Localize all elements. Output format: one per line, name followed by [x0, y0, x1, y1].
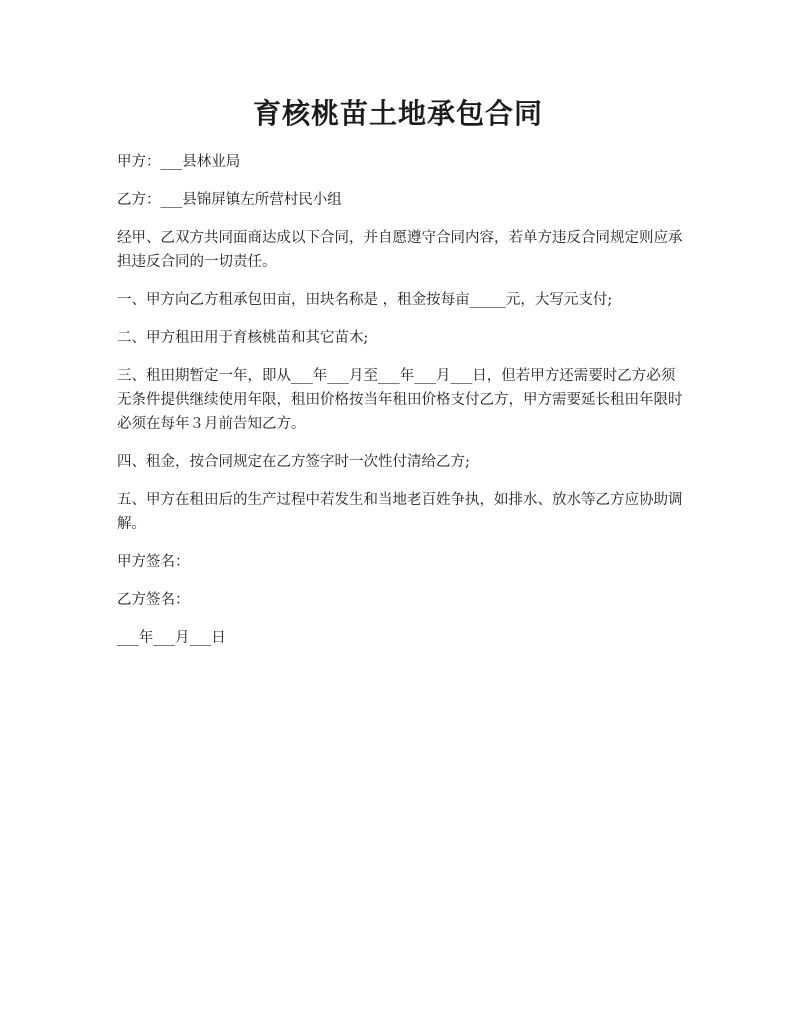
- party-a-signature: 甲方签名：: [117, 554, 190, 570]
- party-a-line: 甲方：___县林业局: [117, 154, 241, 170]
- document-title: 育核桃苗土地承包合同: [252, 97, 543, 130]
- intro-paragraph: 经甲、乙双方共同面商达成以下合同，并自愿遵守合同内容，若单方违反合同规定则应承担违反合同的一切责任。: [117, 230, 683, 270]
- clause-1: 一、甲方向乙方租承包田亩，田块名称是 ，租金按每亩_____元，大写元支付;: [117, 292, 613, 308]
- date-line: ___年___月___日: [117, 630, 226, 646]
- party-b-signature: 乙方签名：: [117, 592, 190, 608]
- document-body: [117, 150, 683, 664]
- clause-3: 三、租田期暂定一年，即从___年___月至___年___月___日，但若甲方还需要时乙方必须无条件提供继续使用年限，租田价格按当年租田价格支付乙方，甲方需要延长租田年限时必须在每年３月前告知乙方。: [117, 368, 683, 432]
- clause-2: 二、甲方租田用于育核桃苗和其它苗木;: [117, 330, 369, 346]
- clause-4: 四、租金，按合同规定在乙方签字时一次性付清给乙方;: [117, 454, 470, 470]
- party-b-line: 乙方：___县锦屏镇左所营村民小组: [117, 192, 342, 208]
- clause-5: 五、甲方在租田后的生产过程中若发生和当地老百姓争执，如排水、放水等乙方应协助调解。: [117, 492, 683, 532]
